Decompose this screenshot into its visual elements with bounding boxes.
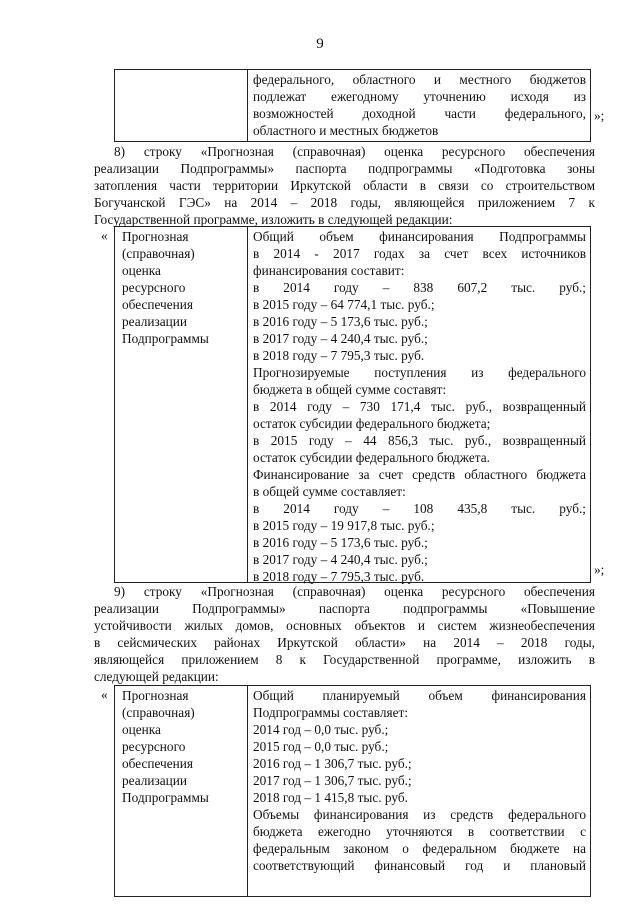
opening-quote: « <box>101 228 108 243</box>
text-line: являющейся приложением 8 к Государственной программе, изложить в <box>94 652 595 667</box>
text-line: остаток субсидии федерального бюджета. <box>253 450 490 465</box>
text-line: областного и местных бюджетов <box>253 123 439 138</box>
closing-quote: »; <box>594 108 605 123</box>
text-line: подлежат ежегодному уточнению исходя из <box>253 89 586 104</box>
text-line: в 2018 году – 7 795,3 тыс. руб. <box>253 348 425 363</box>
text-line: федерального, областного и местного бюджетов <box>253 72 586 87</box>
text-line: Богучанской ГЭС» на 2014 – 2018 годы, являющейся приложением 7 к <box>94 195 595 210</box>
text-line: в 2014 году – 108 435,8 тыс. руб.; <box>253 501 586 516</box>
text-line: Прогнозируемые поступления из федерального <box>253 365 586 380</box>
text-line: 2016 год – 1 306,7 тыс. руб.; <box>253 756 412 771</box>
text-line: Подпрограммы <box>122 331 209 346</box>
text-line: Подпрограммы <box>122 790 209 805</box>
closing-quote: »; <box>594 562 605 577</box>
text-line: в 2015 году – 64 774,1 тыс. руб.; <box>253 297 435 312</box>
text-line: Государственной программе, изложить в следующей редакции: <box>94 212 453 227</box>
text-line: реализации <box>122 773 187 788</box>
text-line: затопления части территории Иркутской области в связи со строительством <box>94 178 595 193</box>
text-line: федеральным законом о федеральном бюджете на <box>253 841 586 856</box>
text-line: в сейсмических районах Иркутской области» на 2014 – 2018 годы, <box>94 635 595 650</box>
text-line: 2015 год – 0,0 тыс. руб.; <box>253 739 389 754</box>
table-right-cell <box>253 228 586 585</box>
text-line: Общий планируемый объем финансирования <box>253 688 586 703</box>
text-line: в 2014 году – 730 171,4 тыс. руб., возвращенный <box>253 399 586 414</box>
table-right-cell <box>253 687 586 874</box>
text-line: 2018 год – 1 415,8 тыс. руб. <box>253 790 408 805</box>
text-line: 9) строку «Прогнозная (справочная) оценка ресурсного обеспечения <box>114 584 595 599</box>
text-line: 2014 год – 0,0 тыс. руб.; <box>253 722 389 737</box>
text-line: в 2014 - 2017 годах за счет всех источников <box>253 246 586 261</box>
text-line: бюджета в общей сумме составят: <box>253 382 447 397</box>
text-line: в 2017 году – 4 240,4 тыс. руб.; <box>253 331 428 346</box>
text-line: соответствующий финансовый год и плановый <box>253 858 586 873</box>
text-line: реализации <box>122 314 187 329</box>
text-line: следующей редакции: <box>94 669 219 684</box>
text-line: 2017 год – 1 306,7 тыс. руб.; <box>253 773 412 788</box>
text-line: обеспечения <box>122 756 193 771</box>
table-resource-estimate-8 <box>114 685 591 897</box>
text-line: в 2016 году – 5 173,6 тыс. руб.; <box>253 535 428 550</box>
text-line: реализации Подпрограммы» паспорта подпрограммы «Повышение <box>94 601 595 616</box>
text-line: 8) строку «Прогнозная (справочная) оценка ресурсного обеспечения <box>114 144 595 159</box>
text-line: реализации Подпрограммы» паспорта подпрограммы «Подготовка зоны <box>94 161 595 176</box>
text-line: Общий объем финансирования Подпрограммы <box>253 229 586 244</box>
text-line: возможностей доходной части федерального, <box>253 106 586 121</box>
text-line: устойчивости жилых домов, основных объектов и систем жизнеобеспечения <box>94 618 595 633</box>
text-line: в 2014 году – 838 607,2 тыс. руб.; <box>253 280 586 295</box>
paragraph-item-9 <box>94 583 595 685</box>
text-line: Объемы финансирования из средств федерального <box>253 807 586 822</box>
text-line: (справочная) <box>122 705 195 720</box>
text-line: в 2015 году – 19 917,8 тыс. руб.; <box>253 518 435 533</box>
text-line: бюджета ежегодно уточняются в соответствии с <box>253 824 586 839</box>
text-line: ресурсного <box>122 280 186 295</box>
text-line: оценка <box>122 722 161 737</box>
row-label <box>122 687 209 806</box>
page-number: 9 <box>316 36 324 52</box>
text-line: оценка <box>122 263 161 278</box>
text-line: Прогнозная <box>122 688 189 703</box>
text-line: в 2017 году – 4 240,4 тыс. руб.; <box>253 552 428 567</box>
paragraph-item-8 <box>94 143 595 228</box>
row-label <box>122 228 209 347</box>
text-line: остаток субсидии федерального бюджета; <box>253 416 491 431</box>
text-line: в 2018 году – 7 795,3 тыс. руб. <box>253 569 425 584</box>
table-right-cell <box>253 71 586 139</box>
table-left-cell <box>115 686 248 896</box>
text-line: в 2016 году – 5 173,6 тыс. руб.; <box>253 314 428 329</box>
text-line: (справочная) <box>122 246 195 261</box>
table-left-cell <box>115 70 248 141</box>
text-line: в 2015 году – 44 856,3 тыс. руб., возвращенный <box>253 433 586 448</box>
text-line: ресурсного <box>122 739 186 754</box>
text-line: финансирования составит: <box>253 263 405 278</box>
text-line: Подпрограммы составляет: <box>253 705 409 720</box>
text-line: Прогнозная <box>122 229 189 244</box>
table-continuation <box>114 69 591 142</box>
text-line: Финансирование за счет средств областного бюджета <box>253 467 586 482</box>
text-line: в общей сумме составляет: <box>253 484 406 499</box>
table-left-cell <box>115 227 248 582</box>
opening-quote: « <box>101 687 108 702</box>
table-resource-estimate-7 <box>114 226 591 583</box>
text-line: обеспечения <box>122 297 193 312</box>
